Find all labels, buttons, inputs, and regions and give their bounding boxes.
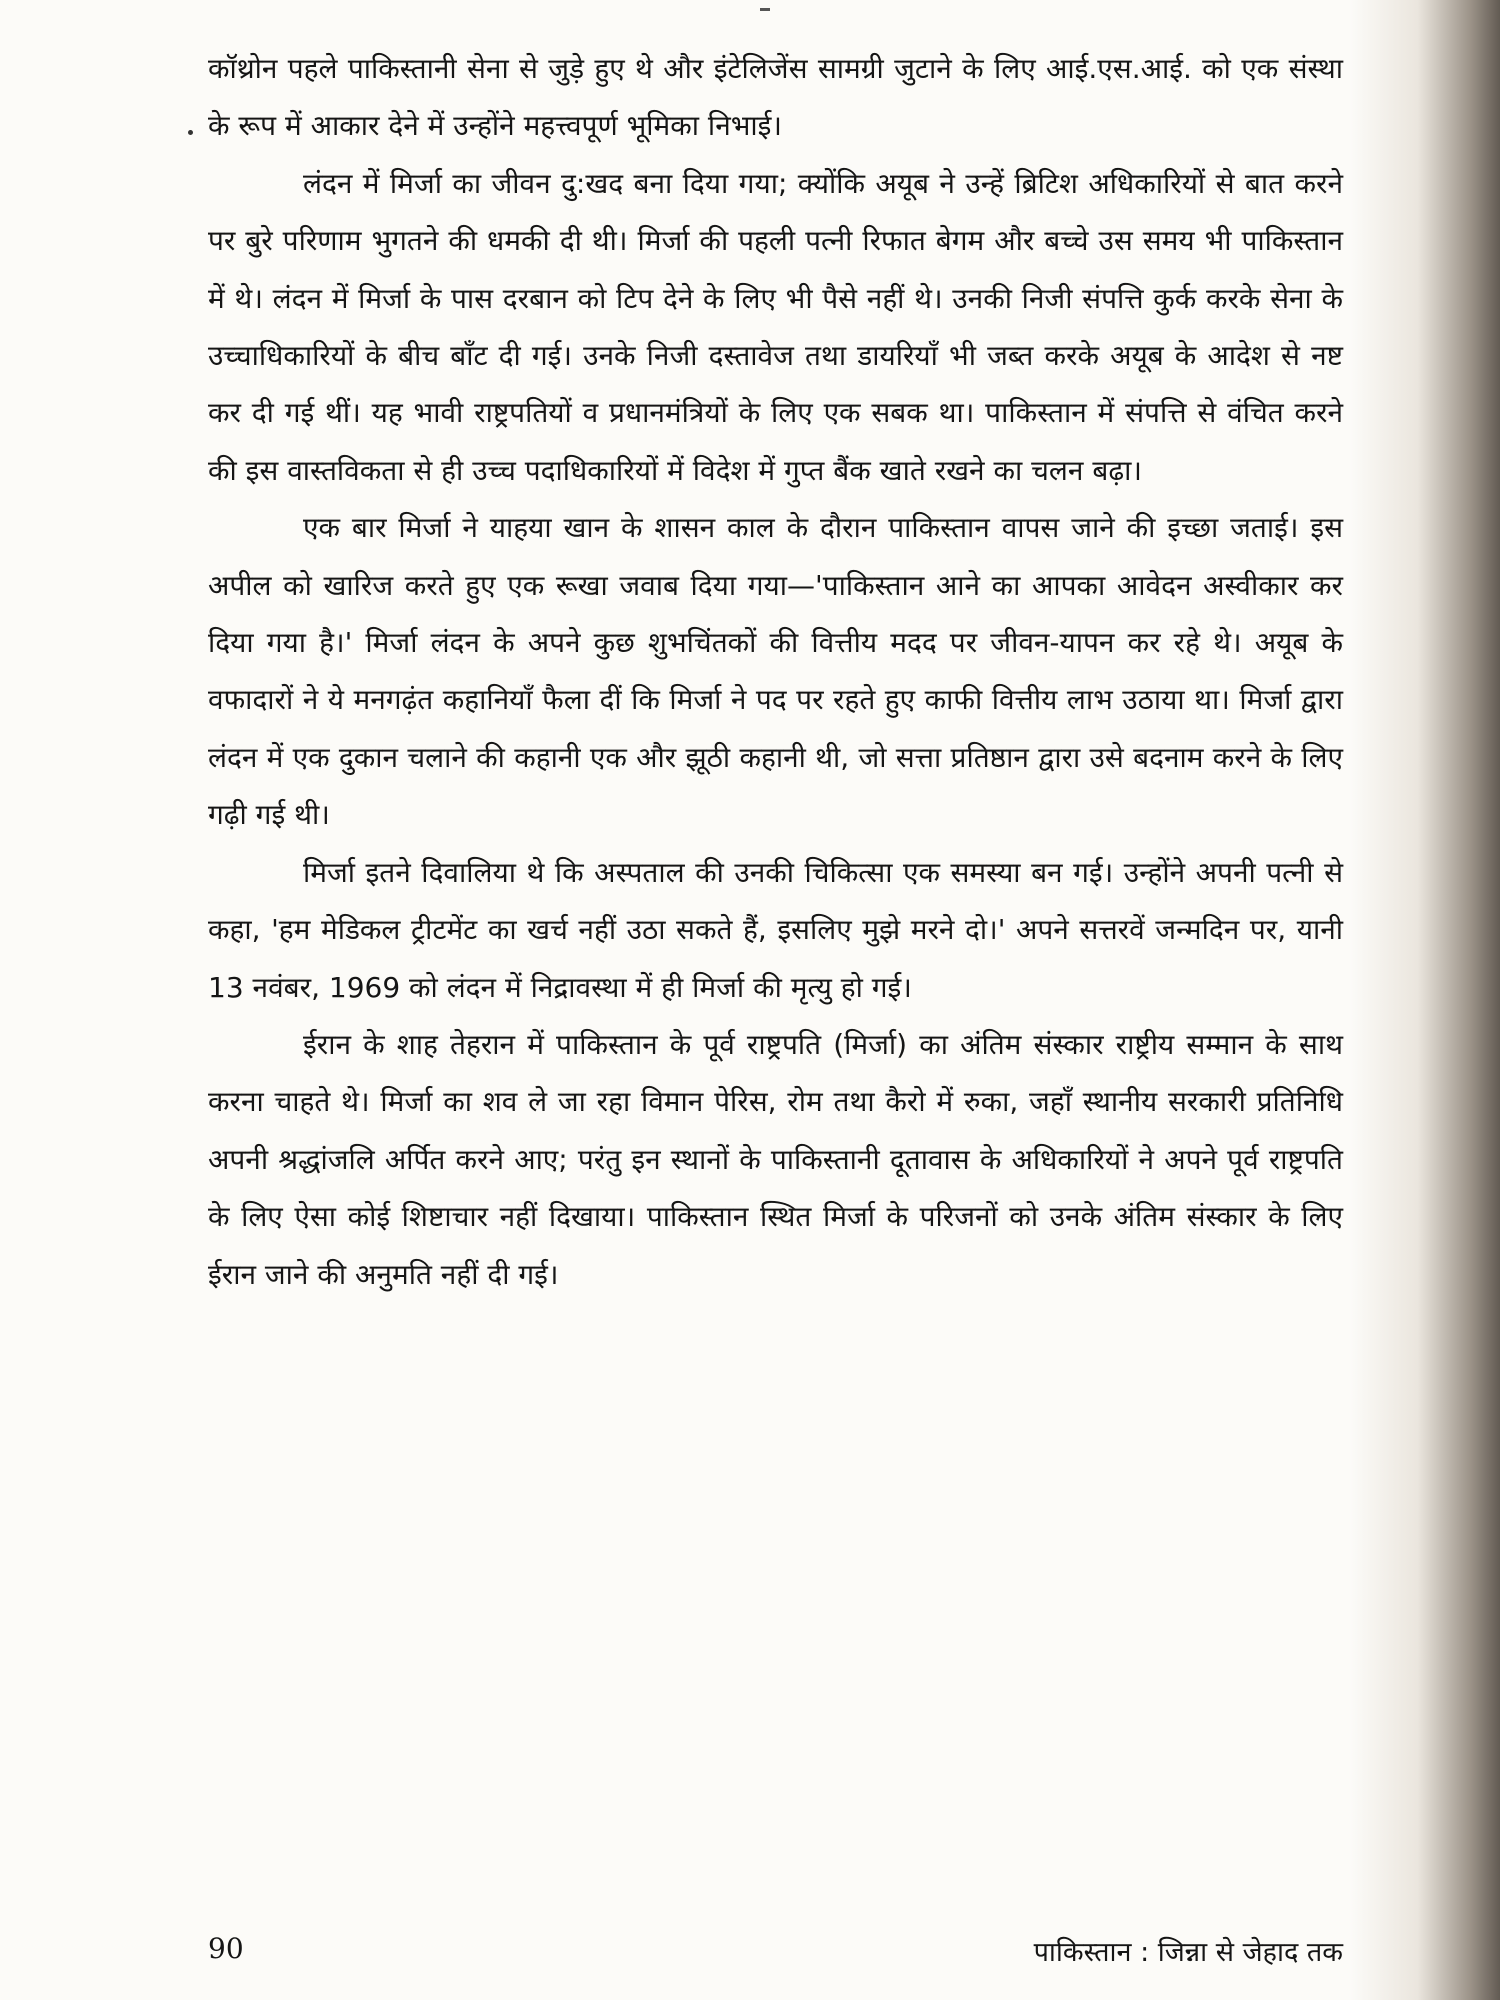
running-title: पाकिस्तान : जिन्ना से जेहाद तक — [1033, 1937, 1343, 1968]
body-text — [208, 40, 1343, 1303]
paragraph-5: ईरान के शाह तेहरान में पाकिस्तान के पूर्व राष्ट्रपति (मिर्जा) का अंतिम संस्कार राष्ट्रीय सम्मान के साथ करना चाहते थे। मिर्जा का शव ले जा रहा विमान पेरिस, रोम तथा कैरो में रुका, जहाँ स्थानीय सरकारी प्रतिनिधि अपनी श्रद्धांजलि अर्पित करने आए; परंतु इन स्थानों के पाकिस्तानी दूतावास के अधिकारियों ने अपने पूर्व राष्ट्रपति के लिए ऐसा कोई शिष्टाचार नहीं दिखाया। पाकिस्तान स्थित मिर्जा के परिजनों को उनके अंतिम संस्कार के लिए ईरान जाने की अनुमति नहीं दी गई। — [208, 1027, 1343, 1291]
paragraph-4: मिर्जा इतने दिवालिया थे कि अस्पताल की उनकी चिकित्सा एक समस्या बन गई। उन्होंने अपनी पत्नी से कहा, 'हम मेडिकल ट्रीटमेंट का खर्च नहीं उठा सकते हैं, इसलिए मुझे मरने दो।' अपने सत्तरवें जन्मदिन पर, यानी 13 नवंबर, 1969 को लंदन में निद्रावस्था में ही मिर्जा की मृत्यु हो गई। — [208, 855, 1343, 1004]
page-footer — [208, 1932, 1343, 1972]
page-edge-shadow — [1350, 0, 1500, 2000]
paragraph-1: कॉथ्रोन पहले पाकिस्तानी सेना से जुड़े हुए थे और इंटेलिजेंस सामग्री जुटाने के लिए आई.एस.आई. को एक संस्था के रूप में आकार देने में उन्होंने महत्त्वपूर्ण भूमिका निभाई। — [208, 52, 1343, 143]
paragraph-3: एक बार मिर्जा ने याहया खान के शासन काल के दौरान पाकिस्तान वापस जाने की इच्छा जताई। इस अपील को खारिज करते हुए एक रूखा जवाब दिया गया—'पाकिस्तान आने का आपका आवेदन अस्वीकार कर दिया गया है।' मिर्जा लंदन के अपने कुछ शुभचिंतकों की वित्तीय मदद पर जीवन-यापन कर रहे थे। अयूब के वफादारों ने ये मनगढ़ंत कहानियाँ फैला दीं कि मिर्जा ने पद पर रहते हुए काफी वित्तीय लाभ उठाया था। मिर्जा द्वारा लंदन में एक दुकान चलाने की कहानी एक और झूठी कहानी थी, जो सत्ता प्रतिष्ठान द्वारा उसे बदनाम करने के लिए गढ़ी गई थी। — [208, 511, 1343, 832]
paragraph-2: लंदन में मिर्जा का जीवन दु:खद बना दिया गया; क्योंकि अयूब ने उन्हें ब्रिटिश अधिकारियों से बात करने पर बुरे परिणाम भुगतने की धमकी दी थी। मिर्जा की पहली पत्नी रिफात बेगम और बच्चे उस समय भी पाकिस्तान में थे। लंदन में मिर्जा के पास दरबान को टिप देने के लिए भी पैसे नहीं थे। उनकी निजी संपत्ति कुर्क करके सेना के उच्चाधिकारियों के बीच बाँट दी गई। उनके निजी दस्तावेज तथा डायरियाँ भी जब्त करके अयूब के आदेश से नष्ट कर दी गई थीं। यह भावी राष्ट्रपतियों व प्रधानमंत्रियों के लिए एक सबक था। पाकिस्तान में संपत्ति से वंचित करने की इस वास्तविकता से ही उच्च पदाधिकारियों में विदेश में गुप्त बैंक खाते रखने का चलन बढ़ा। — [208, 166, 1343, 487]
page-number: 90 — [208, 1932, 244, 1965]
scan-mark — [760, 8, 770, 11]
margin-dot — [188, 130, 193, 135]
